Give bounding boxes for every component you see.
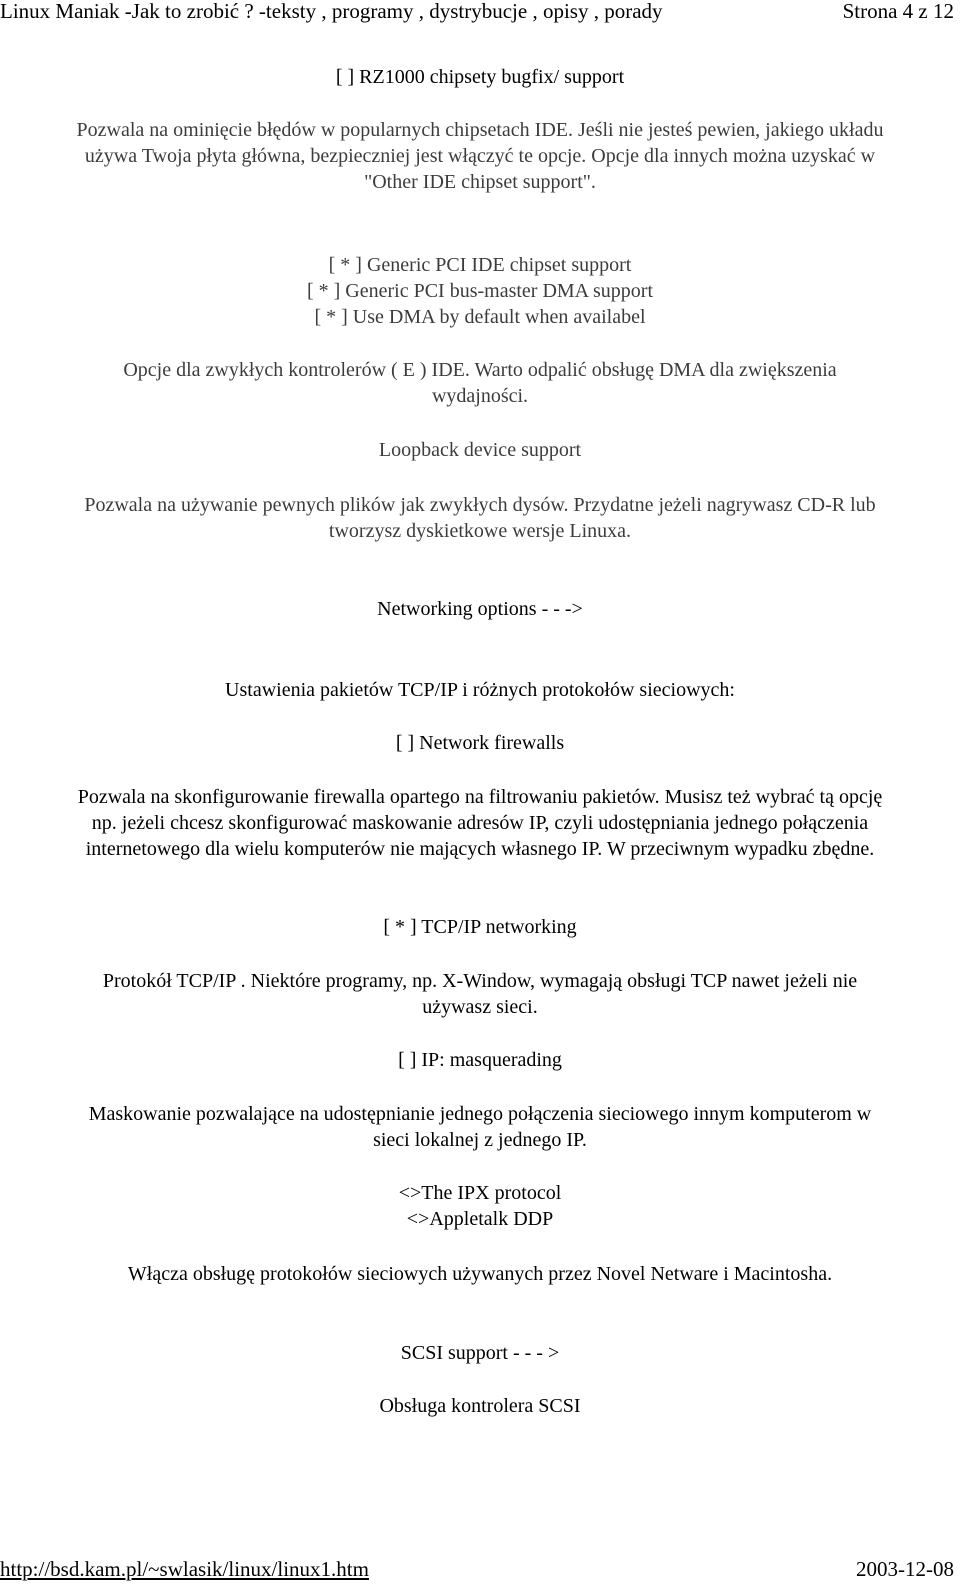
loopback-description [0, 492, 960, 544]
rz1000-description [0, 117, 960, 195]
scsi-description: Obsługa kontrolera SCSI [379, 1395, 581, 1417]
generic-desc-line: wydajności. [431, 385, 529, 407]
option-line: <>The IPX protocol [398, 1182, 562, 1204]
rz1000-option: [ ] RZ1000 chipsety bugfix/ support [335, 66, 625, 88]
rz1000-desc-line: Pozwala na ominięcie błędów w popularnych chipsetach IDE. Jeśli nie jesteś pewien, jakiego układu [76, 119, 884, 141]
tcpip-description [0, 968, 960, 1020]
document-title: Linux Maniak -Jak to zrobić ? -teksty , programy , dystrybucje , opisy , porady [0, 0, 663, 23]
option-line: <>Appletalk DDP [406, 1208, 554, 1230]
tcpip-desc-line: używasz sieci. [422, 996, 538, 1018]
option-line: [ * ] Use DMA by default when availabel [314, 306, 646, 328]
firewalls-desc-line: internetowego dla wielu komputerów nie mających własnego IP. W przeciwnym wypadku zbędne. [85, 838, 875, 860]
tcpip-option: [ * ] TCP/IP networking [383, 916, 577, 938]
firewalls-desc-line: Pozwala na skonfigurowanie firewalla opartego na filtrowaniu pakietów. Musisz też wybrać tą opcję [77, 786, 883, 808]
generic-description [0, 357, 960, 409]
page-indicator: Strona 4 z 12 [842, 0, 954, 23]
rz1000-desc-line: używa Twoja płyta główna, bezpieczniej jest włączyć te opcje. Opcje dla innych można uzyskać w [84, 145, 876, 167]
masq-desc-line: Maskowanie pozwalające na udostępnianie jednego połączenia sieciowego innym komputerom w [88, 1103, 872, 1125]
masquerading-option: [ ] IP: masquerading [398, 1049, 562, 1071]
firewalls-desc-line: np. jeżeli chcesz skonfigurować maskowanie adresów IP, czyli udostępniania jednego połączenia [91, 812, 869, 834]
scsi-heading: SCSI support - - - > [400, 1342, 560, 1364]
ipx-description: Włącza obsługę protokołów sieciowych używanych przez Novel Netware i Macintosha. [127, 1263, 833, 1285]
loopback-option: Loopback device support [378, 439, 582, 461]
source-url-link[interactable]: http://bsd.kam.pl/~swlasik/linux/linux1.htm [0, 1557, 369, 1581]
masq-desc-line: sieci lokalnej z jednego IP. [373, 1129, 587, 1151]
loopback-desc-line: tworzysz dyskietkowe wersje Linuxa. [328, 520, 632, 542]
generic-desc-line: Opcje dla zwykłych kontrolerów ( E ) IDE. Warto odpalić obsługę DMA dla zwiększenia [123, 359, 837, 381]
page-header [0, 0, 960, 26]
firewalls-description [0, 784, 960, 862]
networking-heading: Networking options - - -> [377, 598, 583, 620]
masquerading-description [0, 1101, 960, 1153]
option-line: [ * ] Generic PCI IDE chipset support [328, 254, 632, 276]
ipx-appletalk-options [0, 1180, 960, 1232]
print-date: 2003-12-08 [856, 1557, 954, 1581]
page-footer [0, 1556, 960, 1584]
option-line: [ * ] Generic PCI bus-master DMA support [306, 280, 654, 302]
loopback-desc-line: Pozwala na używanie pewnych plików jak zwykłych dysów. Przydatne jeżeli nagrywasz CD-R lub [84, 494, 876, 516]
networking-intro: Ustawienia pakietów TCP/IP i różnych protokołów sieciowych: [225, 679, 735, 701]
firewalls-option: [ ] Network firewalls [395, 732, 565, 754]
rz1000-desc-line: "Other IDE chipset support". [364, 171, 596, 193]
tcpip-desc-line: Protokół TCP/IP . Niektóre programy, np. X-Window, wymagają obsługi TCP nawet jeżeli nie [102, 970, 858, 992]
generic-pci-options [0, 252, 960, 330]
